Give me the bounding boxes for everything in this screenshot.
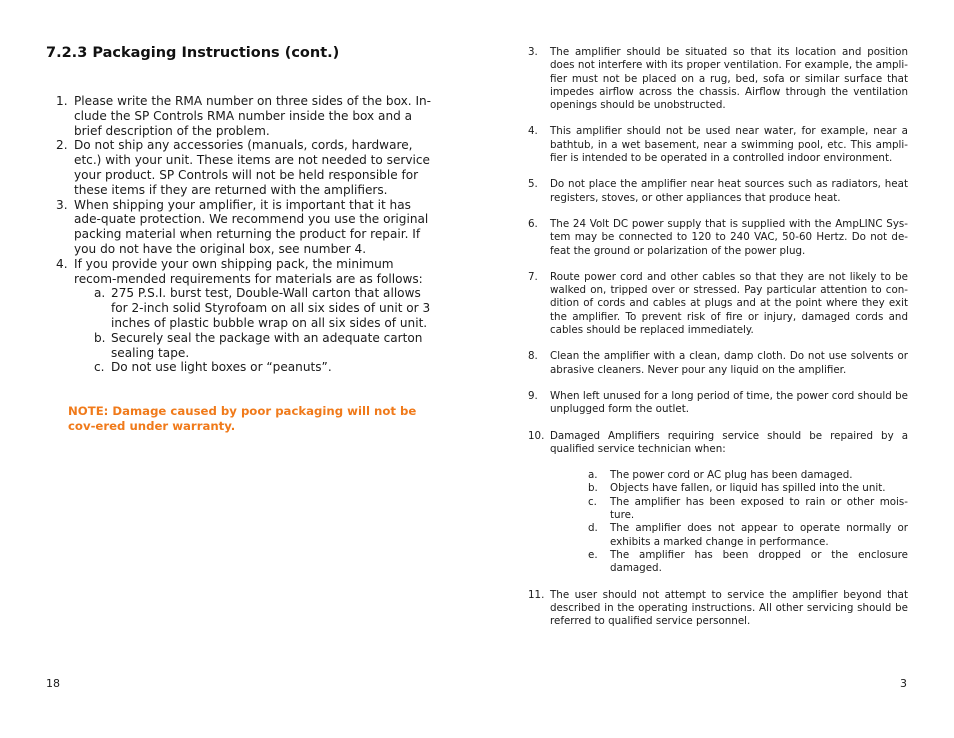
sub-item-text: Objects have fallen, or liquid has spilled into the unit. xyxy=(610,482,886,495)
sub-item-letter: a. xyxy=(588,469,598,482)
list-item xyxy=(56,198,434,257)
item-text: When left unused for a long period of time, the power cord should be unplugged form the outlet. xyxy=(550,389,908,416)
item-text: Route power cord and other cables so that they are not likely to be walked on, tripped over or stressed. Pay particular attention to con-dition of cords and cables at plugs and at the point where they exit the amplifier. To prevent risk of fire or injury, damaged cords and cables should be replaced immediately. xyxy=(550,270,908,337)
page-number-left: 18 xyxy=(46,677,60,690)
sub-item-letter: b. xyxy=(588,482,598,495)
item-number: 1. xyxy=(56,94,68,108)
list-item xyxy=(528,271,908,337)
service-conditions-list xyxy=(550,469,908,575)
section-heading: 7.2.3 Packaging Instructions (cont.) xyxy=(46,45,340,61)
list-item xyxy=(528,125,908,165)
list-item xyxy=(528,390,908,417)
item-text: Clean the amplifier with a clean, damp cloth. Do not use solvents or abrasive cleaners. Never pour any liquid on the amplifier. xyxy=(550,350,908,376)
safety-instructions-list xyxy=(528,46,908,628)
item-text: Do not place the amplifier near heat sources such as radiators, heat registers, stoves, or other appliances that produce heat. xyxy=(550,178,908,204)
warranty-note: NOTE: Damage caused by poor packaging will not be cov-ered under warranty. xyxy=(68,404,417,433)
list-item xyxy=(528,218,908,258)
item-text: The user should not attempt to service the amplifier beyond that described in the operating instructions. All other servicing should be referred to qualified service personnel. xyxy=(550,588,908,628)
sub-item-letter: b. xyxy=(94,330,106,345)
sub-item-text: The power cord or AC plug has been damaged. xyxy=(610,469,853,482)
right-page xyxy=(477,0,954,738)
item-number: 8. xyxy=(528,350,538,363)
sub-list-item xyxy=(588,496,908,523)
item-number: 9. xyxy=(528,389,538,402)
list-item xyxy=(56,257,434,375)
sub-list-item xyxy=(94,286,434,330)
list-item xyxy=(528,178,908,205)
list-item xyxy=(56,94,434,138)
item-number: 3. xyxy=(56,197,68,212)
sub-item-text: The amplifier has been exposed to rain or other mois-ture. xyxy=(610,495,908,522)
item-text: Do not ship any accessories (manuals, cords, hardware, etc.) with your unit. These items are not needed to service your product. SP Controls will not be held responsible for these items if they are returned with the amplifiers. xyxy=(74,138,430,197)
item-number: 5. xyxy=(528,178,538,191)
sub-item-text: Do not use light boxes or “peanuts”. xyxy=(111,360,332,375)
item-number: 6. xyxy=(528,217,538,230)
list-item xyxy=(56,138,434,197)
item-number: 4. xyxy=(56,256,68,271)
sub-item-text: The amplifier has been dropped or the enclosure damaged. xyxy=(610,548,908,575)
sub-item-letter: d. xyxy=(588,522,598,535)
packaging-instructions-list xyxy=(56,94,434,375)
sub-item-letter: a. xyxy=(94,286,106,301)
page-number-right: 3 xyxy=(900,677,907,690)
sub-list-item xyxy=(588,469,908,482)
list-item xyxy=(528,46,908,112)
item-number: 7. xyxy=(528,270,538,283)
sub-list-item xyxy=(588,549,908,576)
sub-item-text: Securely seal the package with an adequate carton sealing tape. xyxy=(111,330,423,360)
item-text: Please write the RMA number on three sides of the box. In-clude the SP Controls RMA number inside the box and a brief description of the problem. xyxy=(74,94,432,138)
item-number: 11. xyxy=(528,588,545,601)
sub-item-letter: e. xyxy=(588,548,598,561)
list-item xyxy=(528,589,908,629)
item-number: 2. xyxy=(56,138,68,153)
sub-item-letter: c. xyxy=(588,495,597,508)
item-text: This amplifier should not be used near water, for example, near a bathtub, in a wet basement, near a swimming pool, etc. This ampli-fier is intended to be operated in a controlled indoor environment. xyxy=(550,125,908,165)
sub-item-letter: c. xyxy=(94,360,105,375)
item-number: 10. xyxy=(528,429,545,442)
item-text: Damaged Amplifiers requiring service should be repaired by a qualified service technician when: xyxy=(550,429,908,455)
sub-list-item xyxy=(588,482,908,495)
item-number: 3. xyxy=(528,46,538,58)
list-item xyxy=(528,430,908,576)
item-text: If you provide your own shipping pack, the minimum recom-mended requirements for materials are as follows: xyxy=(74,256,423,286)
list-item xyxy=(528,350,908,377)
sub-item-text: 275 P.S.I. burst test, Double-Wall carton that allows for 2-inch solid Styrofoam on all six sides of unit or 3 inches of plastic bubble wrap on all six sides of unit. xyxy=(111,286,431,330)
item-text: The 24 Volt DC power supply that is supplied with the AmpLINC Sys-tem may be connected to 120 to 240 VAC, 50-60 Hertz. Do not de-feat the ground or polarization of the power plug. xyxy=(550,217,908,257)
item-text: When shipping your amplifier, it is important that it has ade-quate protection. We recommend you use the original packing material when returning the product for repair. If you do not have the original box, see number 4. xyxy=(74,197,429,256)
item-text: The amplifier should be situated so that its location and position does not interfere with its proper ventilation. For example, the ampli-fier must not be placed on a rug, bed, sofa or similar surface that impedes airflow across the chassis. Airflow through the ventilation openings should be unobstructed. xyxy=(550,46,908,112)
sub-item-text: The amplifier does not appear to operate normally or exhibits a marked change in performance. xyxy=(610,522,908,548)
sub-list-item xyxy=(94,331,434,361)
material-requirements-list xyxy=(74,286,434,375)
sub-list-item xyxy=(94,360,434,375)
sub-list-item xyxy=(588,522,908,549)
item-number: 4. xyxy=(528,125,538,138)
